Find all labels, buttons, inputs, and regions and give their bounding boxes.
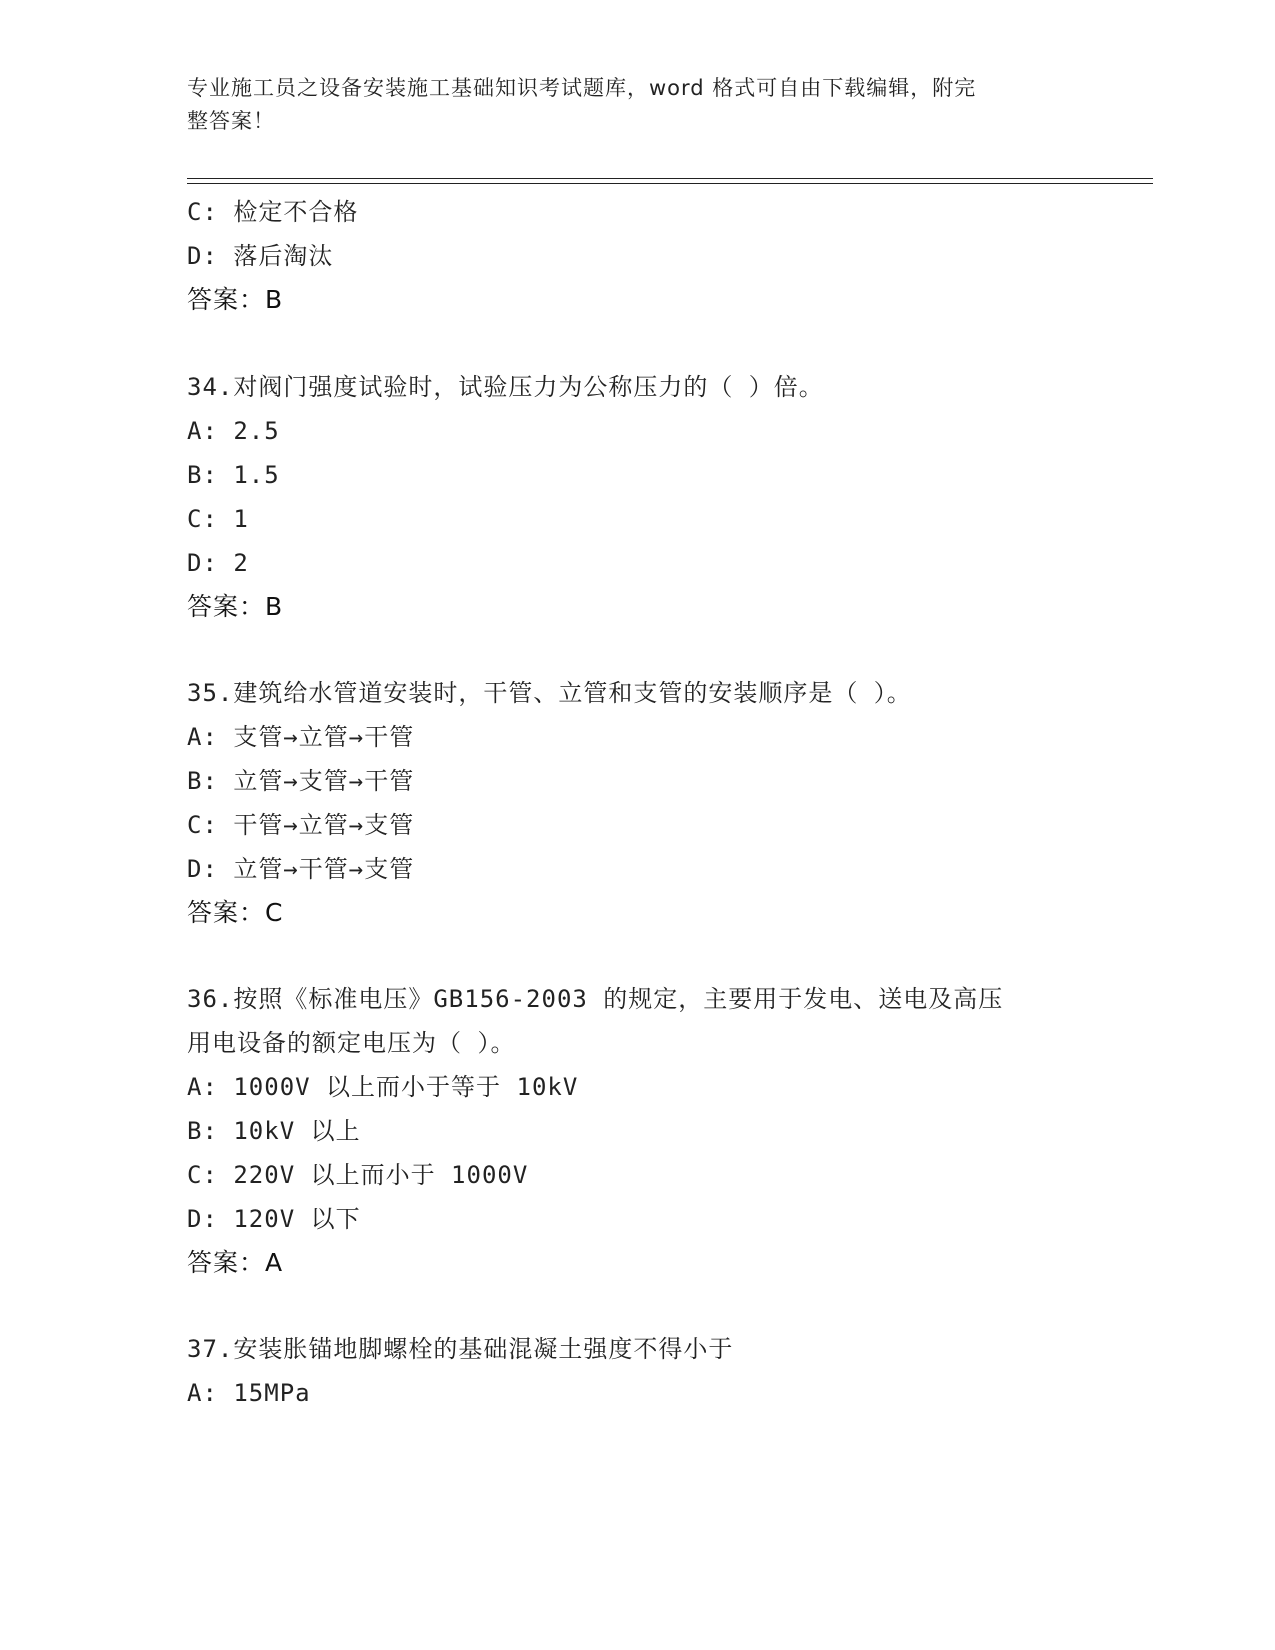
q33-answer: 答案：B [187,285,284,314]
q34-stem: 34.对阀门强度试验时，试验压力为公称压力的（ ）倍。 [187,373,824,401]
q34-option-d: D: 2 [187,549,249,577]
q34-option-a: A: 2.5 [187,417,280,445]
header-divider-bottom [187,183,1153,184]
q37-option-a: A: 15MPa [187,1379,311,1407]
q36-option-d: D: 120V 以下 [187,1205,361,1233]
q36-stem-line-2: 用电设备的额定电压为（ ）。 [187,1029,516,1057]
q36-option-b: B: 10kV 以上 [187,1117,361,1145]
q33-option-d: D: 落后淘汰 [187,242,334,270]
q36-option-a: A: 1000V 以上而小于等于 10kV [187,1073,579,1101]
q34-option-c: C: 1 [187,505,249,533]
q35-stem: 35.建筑给水管道安装时，干管、立管和支管的安装顺序是（ ）。 [187,679,912,707]
q35-option-d: D: 立管→干管→支管 [187,855,415,883]
q35-option-a: A: 支管→立管→干管 [187,723,415,751]
q33-option-c: C: 检定不合格 [187,198,359,226]
q34-answer: 答案：B [187,592,284,621]
header-line-1: 专业施工员之设备安装施工基础知识考试题库，word 格式可自由下载编辑，附完 [187,76,977,100]
q36-stem-line-1: 36.按照《标准电压》GB156-2003 的规定，主要用于发电、送电及高压 [187,985,1004,1013]
q35-answer: 答案：C [187,898,284,927]
q35-option-b: B: 立管→支管→干管 [187,767,415,795]
q37-stem: 37.安装胀锚地脚螺栓的基础混凝土强度不得小于 [187,1335,734,1363]
q35-option-c: C: 干管→立管→支管 [187,811,415,839]
q36-answer: 答案：A [187,1248,284,1277]
header-divider-top [187,178,1153,179]
header-line-2: 整答案！ [187,109,275,133]
document-header [187,72,1067,138]
q34-option-b: B: 1.5 [187,461,280,489]
q36-option-c: C: 220V 以上而小于 1000V [187,1161,529,1189]
